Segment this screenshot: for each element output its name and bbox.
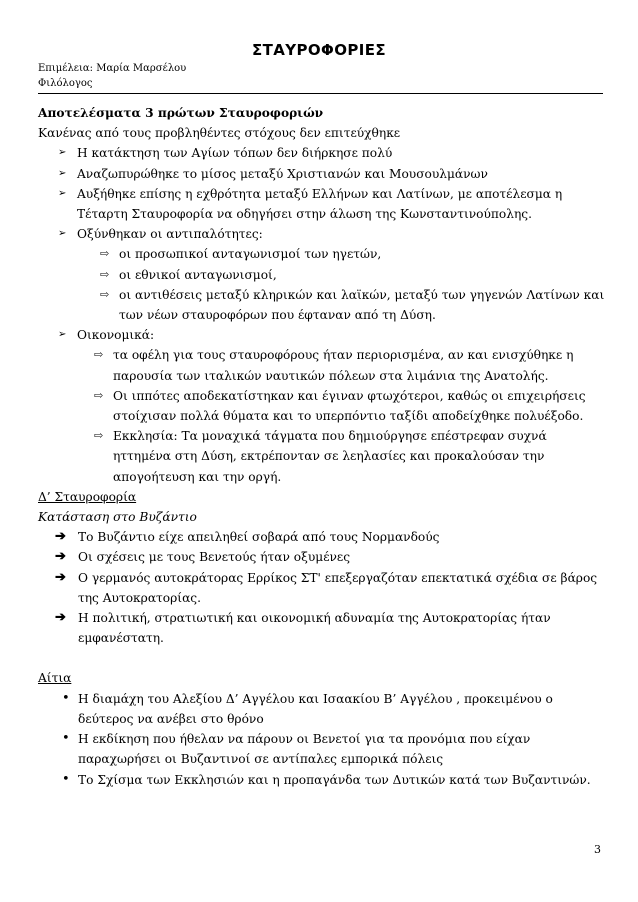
results-heading: Αποτελέσματα 3 πρώτων Σταυροφοριών xyxy=(38,106,324,120)
arrow-bullet-icon: ➢ xyxy=(58,187,67,199)
bullet-icon: • xyxy=(62,731,70,747)
list-item: ➢ Αυξήθηκε επίσης η εχθρότητα μεταξύ Ελλήνων και Λατίνων, με αποτέλεσμα η Τέταρτη Σταυροφορία να οδηγήσει στην άλωση της Κωνσταντινούπολης. xyxy=(38,184,606,224)
causes-heading: Αίτια xyxy=(38,671,72,686)
list-item: ➢ Οικονομικά: xyxy=(38,325,606,345)
list-item: ⇨ Οι ιππότες αποδεκατίστηκαν και έγιναν φτωχότεροι, καθώς οι επιχειρήσεις στοίχισαν πολλά θύματα και το υπερπόντιο ταξίδι αποδείχθηκε πολυέξοδο. xyxy=(38,386,606,426)
header-rule xyxy=(38,93,603,94)
bullet-icon: • xyxy=(62,690,70,706)
list-item: ➔ Ο γερμανός αυτοκράτορας Ερρίκος ΣΤ' επεξεργαζόταν επεκτατικά σχέδια σε βάρος της Αυτοκρατορίας. xyxy=(55,569,598,605)
arrow-bullet-icon: ➢ xyxy=(58,147,67,159)
editor-line: Επιμέλεια: Μαρία Μαρσέλου xyxy=(38,63,187,74)
list-item: • Η εκδίκηση που ήθελαν να πάρουν οι Βενετοί για τα προνόμια που είχαν παραχωρήσει οι Βυζαντινοί σε αντίπαλες εμπορικά πόλεις xyxy=(62,731,531,767)
bold-arrow-icon: ➔ xyxy=(55,610,66,626)
hollow-arrow-icon: ⇨ xyxy=(94,388,104,402)
fourth-crusade-heading: Δ’ Σταυροφορία xyxy=(38,489,137,504)
list-item: ➔ Η πολιτική, στρατιωτική και οικονομική αδυναμία της Αυτοκρατορίας ήταν εμφανέστατη. xyxy=(55,610,551,646)
page-number: 3 xyxy=(594,843,601,856)
arrow-bullet-icon: ➢ xyxy=(58,167,67,179)
page-title: ΣΤΑΥΡΟΦΟΡΙΕΣ xyxy=(251,41,387,59)
list-item: ➢ Αναζωπυρώθηκε το μίσος μεταξύ Χριστιανών και Μουσουλμάνων xyxy=(38,164,606,184)
hollow-arrow-icon: ⇨ xyxy=(94,429,104,443)
list-item: • Το Σχίσμα των Εκκλησιών και η προπαγάνδα των Δυτικών κατά των Βυζαντινών. xyxy=(38,770,606,790)
hollow-arrow-icon: ⇨ xyxy=(100,247,110,261)
results-intro: Κανένας από τους προβληθέντες στόχους δεν επιτεύχθηκε xyxy=(38,126,401,141)
list-item: ⇨ οι προσωπικοί ανταγωνισμοί των ηγετών, xyxy=(38,244,606,264)
hollow-arrow-icon: ⇨ xyxy=(100,267,110,281)
arrow-bullet-icon: ➢ xyxy=(58,329,67,341)
byzantium-subheading: Κατάσταση στο Βυζάντιο xyxy=(38,510,197,525)
list-item: ⇨ οι εθνικοί ανταγωνισμοί, xyxy=(38,265,606,285)
bold-arrow-icon: ➔ xyxy=(55,529,66,545)
role-line: Φιλόλογος xyxy=(38,78,93,89)
hollow-arrow-icon: ⇨ xyxy=(94,348,104,362)
list-item: ⇨ Εκκλησία: Τα μοναχικά τάγματα που δημιούργησε επέστρεφαν συχνά ηττημένα στη Δύση, εκτρέπονταν σε λεηλασίες και προκαλούσαν την απογοήτευση και την οργή. xyxy=(38,426,606,487)
list-item: ⇨ τα οφέλη για τους σταυροφόρους ήταν περιορισμένα, αν και ενισχύθηκε η παρουσία των ιταλικών ναυτικών πόλεων στα λιμάνια της Ανατολής. xyxy=(38,345,606,385)
spacer xyxy=(38,648,606,668)
list-item: ➔ Το Βυζάντιο είχε απειληθεί σοβαρά από τους Νορμανδούς xyxy=(38,527,606,547)
document-body xyxy=(38,103,606,790)
bullet-icon: • xyxy=(62,771,70,787)
hollow-arrow-icon: ⇨ xyxy=(100,287,110,301)
bold-arrow-icon: ➔ xyxy=(55,569,66,585)
list-item: • Η διαμάχη του Αλεξίου Δ’ Αγγέλου και Ισαακίου Β’ Αγγέλου , προκειμένου ο δεύτερος να ανέβει στο θρόνο xyxy=(62,690,553,726)
list-item: ➔ Οι σχέσεις με τους Βενετούς ήταν οξυμένες xyxy=(38,547,606,567)
bold-arrow-icon: ➔ xyxy=(55,549,66,565)
arrow-bullet-icon: ➢ xyxy=(58,228,67,240)
list-item: ⇨ οι αντιθέσεις μεταξύ κληρικών και λαϊκών, μεταξύ των γηγενών Λατίνων και των νέων σταυροφόρων που έφταναν από τη Δύση. xyxy=(38,285,606,325)
list-item: ➢ Η κατάκτηση των Αγίων τόπων δεν διήρκησε πολύ xyxy=(38,143,606,163)
list-item: ➢ Οξύνθηκαν οι αντιπαλότητες: xyxy=(38,224,606,244)
